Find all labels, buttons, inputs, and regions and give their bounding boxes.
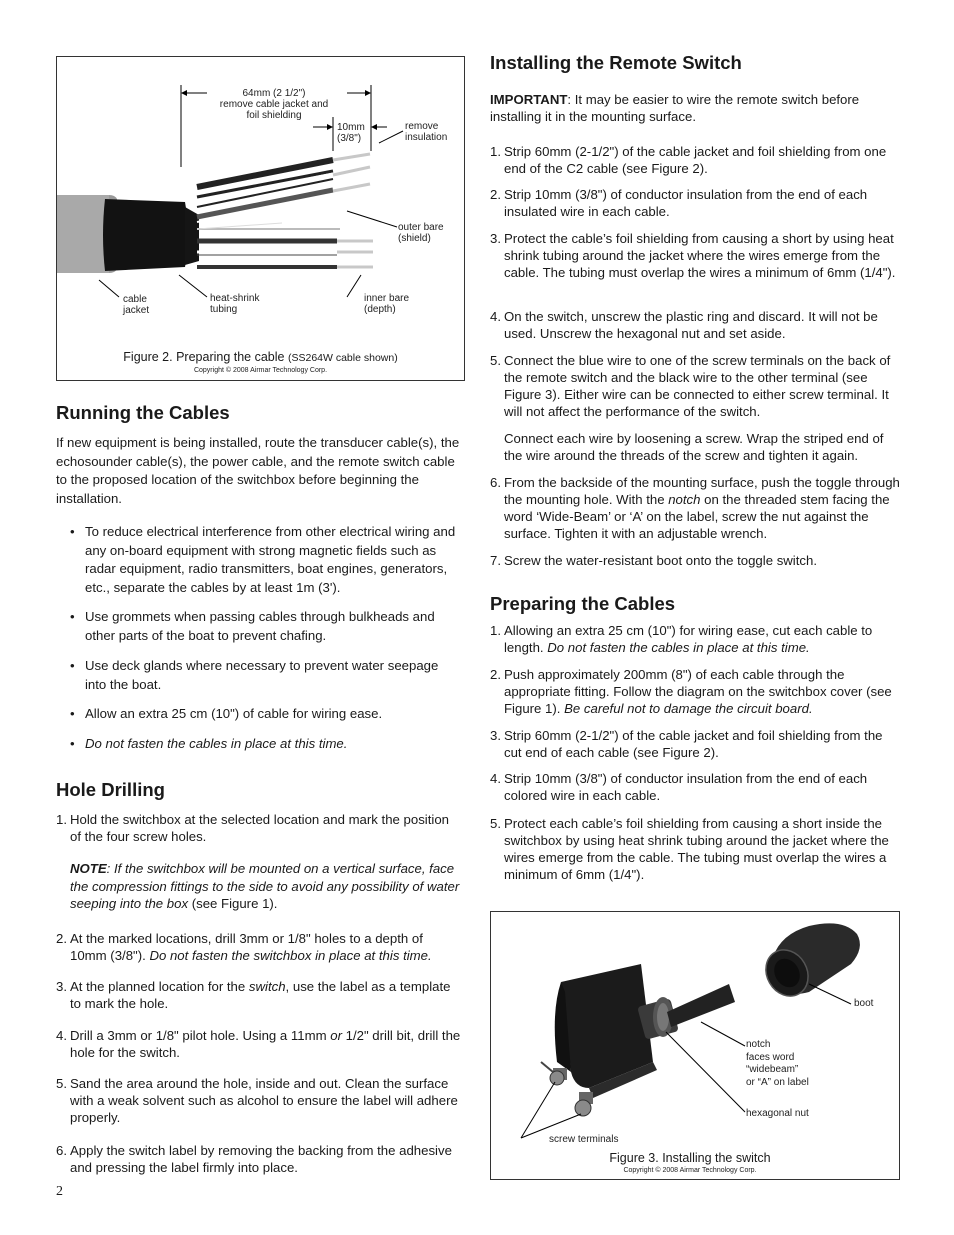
figure-3 [490, 911, 900, 1180]
label-notch: notch faces word “widebeam” or “A” on label [746, 1039, 809, 1088]
list-item-continuation: Connect each wire by loosening a screw. Wrap the striped end of the wire around the threads of the screw and tighten it again. [504, 431, 884, 463]
boot-drawing [758, 923, 860, 1003]
running-heading: Running the Cables [56, 402, 230, 423]
figure-2 [56, 56, 465, 381]
running-intro: If new equipment is being installed, route the transducer cable(s), the echosounder cable(s), the power cable, and the remote switch cable to the proposed location of the switchbox before beginning the installation. [56, 435, 460, 506]
figure-2-caption-small: (SS264W cable shown) [287, 352, 398, 364]
label-inner-bare: inner bare (depth) [364, 293, 410, 315]
note-text: : If the switchbox will be mounted on a vertical surface, face the compression fittings to the side to avoid any possibility of water seeping into the box [70, 861, 460, 911]
figure-2-caption [57, 350, 464, 364]
remote-heading: Installing the Remote Switch [490, 52, 742, 73]
label-heat-shrink: heat-shrink tubing [210, 293, 260, 315]
label-remove-insulation: remove insulation [405, 121, 448, 143]
label-outer-bare: outer bare (shield) [398, 222, 444, 244]
hole-heading: Hole Drilling [56, 779, 165, 800]
note-tail: (see Figure 1). [188, 896, 278, 911]
figure-3-caption: Figure 3. Installing the switch [609, 1151, 771, 1165]
figure-2-caption-main: Figure 2. Preparing the cable [123, 350, 285, 364]
label-dim-main: 64mm (2 1/2") remove cable jacket and foil shielding [219, 88, 329, 121]
label-screw-terminals: screw terminals [549, 1134, 619, 1145]
important-note: IMPORTANT: It may be easier to wire the remote switch before installing it in the mounting surface. [490, 92, 860, 124]
figure-3-copyright: Copyright © 2008 Airmar Technology Corp. [623, 1167, 757, 1174]
note-label: NOTE [70, 861, 107, 876]
note [70, 860, 462, 913]
figure-2-copyright: Copyright © 2008 Airmar Technology Corp. [193, 367, 328, 374]
label-hexagonal-nut: hexagonal nut [746, 1108, 809, 1119]
preparing-heading: Preparing the Cables [490, 593, 676, 614]
label-cable-jacket: cable jacket [123, 294, 150, 316]
label-dim-small: 10mm (3/8") [337, 122, 365, 144]
page-number: 2 [56, 1184, 63, 1199]
label-boot: boot [854, 998, 874, 1009]
